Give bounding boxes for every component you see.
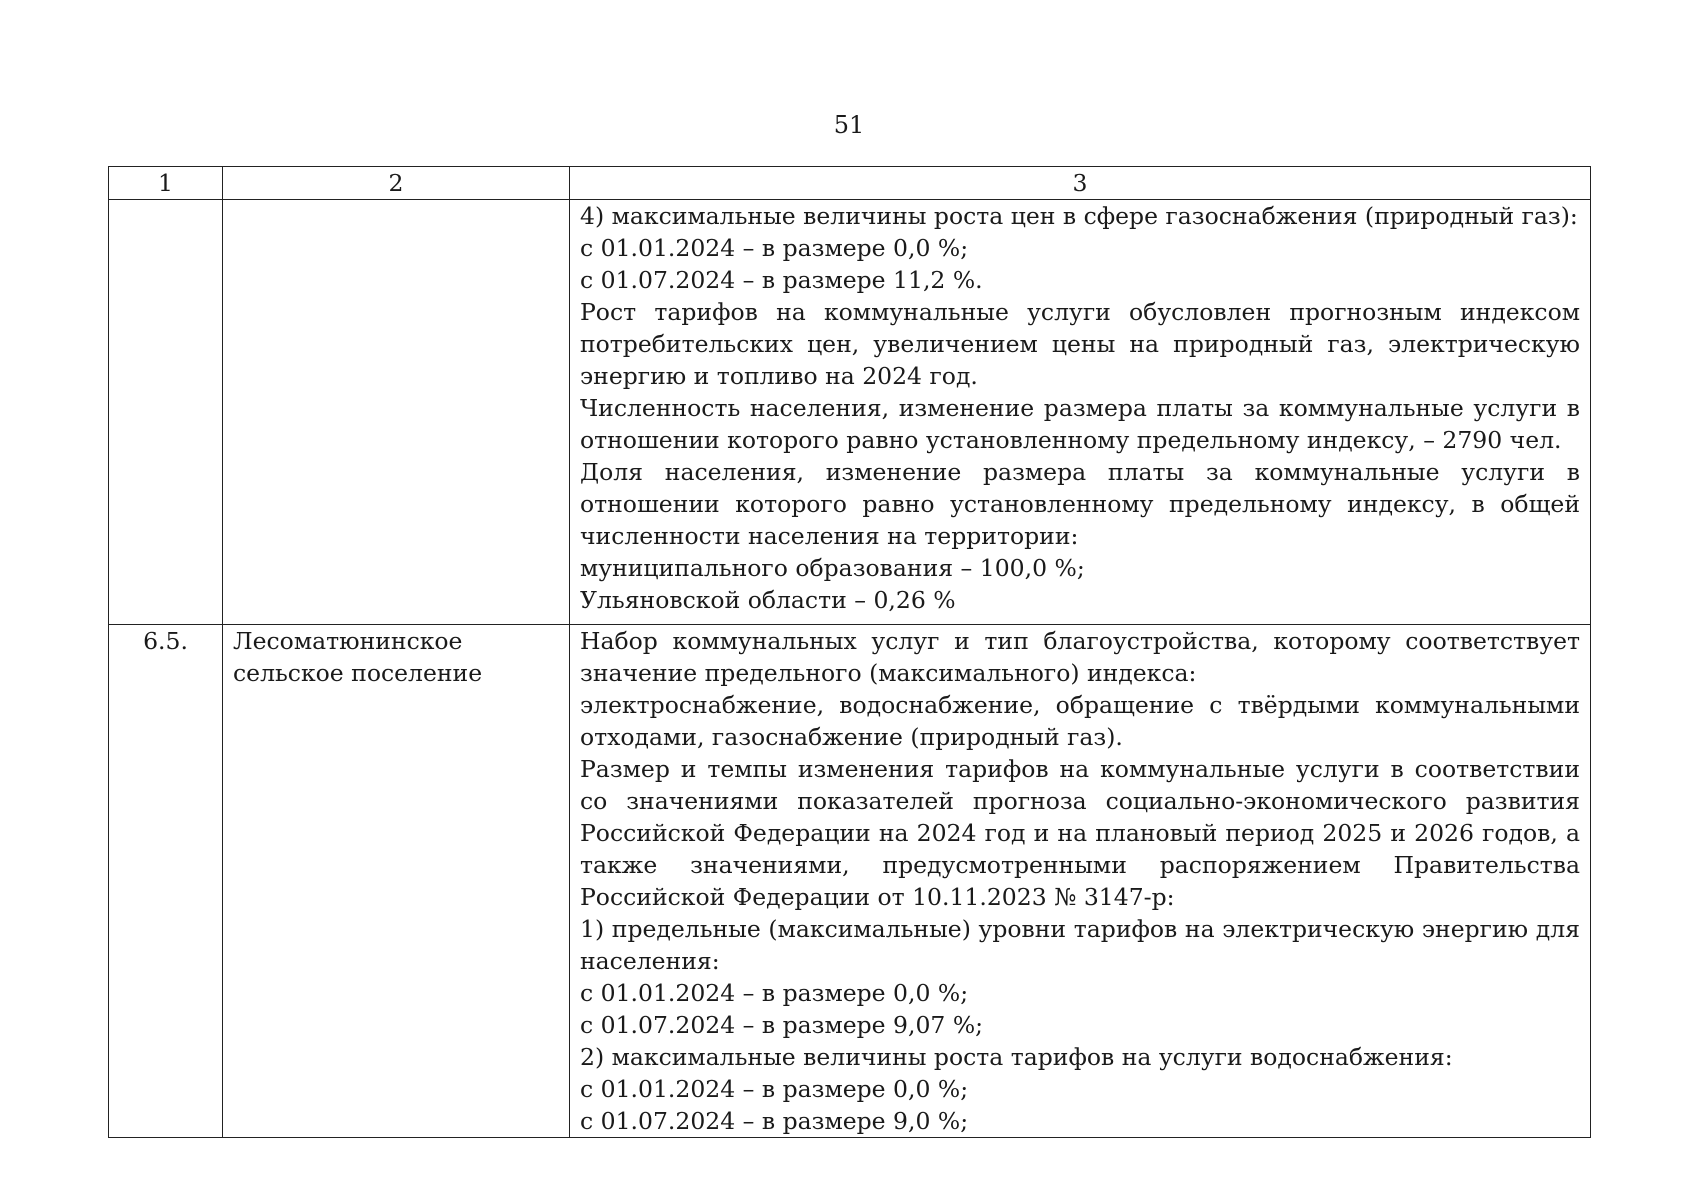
settlement-name-cell: Лесоматюнинское сельское поселение — [223, 625, 570, 1138]
table-row — [109, 625, 1591, 1138]
table-header-row — [109, 167, 1591, 200]
content-line: с 01.01.2024 – в размере 0,0 %; — [580, 979, 969, 1007]
column-header-3: 3 — [570, 167, 1591, 200]
row-number-cell — [109, 200, 223, 625]
content-paragraph: 1) предельные (максимальные) уровни тарифов на электрическую энергию для населения: — [580, 915, 1580, 975]
row-content-cell — [570, 200, 1591, 625]
row-number-cell: 6.5. — [109, 625, 223, 1138]
settlement-name-cell — [223, 200, 570, 625]
page-number: 51 — [833, 111, 865, 139]
content-paragraph: Размер и темпы изменения тарифов на коммунальные услуги в соответствии со значениями показателей прогноза социально-экономического развития Российской Федерации на 2024 год и на плановый период 2025 и 2026 годов, а также значениями, предусмотренными распоряжением Правительства Российской Федерации от 10.11.2023 № 3147-р: — [580, 755, 1580, 911]
column-header-2: 2 — [223, 167, 570, 200]
content-line: 4) максимальные величины роста цен в сфере газоснабжения (природный газ): — [580, 202, 1578, 230]
document-table — [108, 166, 1591, 1138]
content-line: с 01.01.2024 – в размере 0,0 %; — [580, 234, 969, 262]
content-line: с 01.07.2024 – в размере 9,07 %; — [580, 1011, 984, 1039]
content-line: Ульяновской области – 0,26 % — [580, 586, 956, 614]
content-paragraph: Численность населения, изменение размера платы за коммунальные услуги в отношении которого равно установленному предельному индексу, – 2790 чел. — [580, 394, 1580, 454]
content-line: с 01.07.2024 – в размере 9,0 %; — [580, 1107, 969, 1135]
table-row — [109, 200, 1591, 625]
content-paragraph: Рост тарифов на коммунальные услуги обусловлен прогнозным индексом потребительских цен, увеличением цены на природный газ, электрическую энергию и топливо на 2024 год. — [580, 298, 1580, 390]
content-paragraph: Набор коммунальных услуг и тип благоустройства, которому соответствует значение предельного (максимального) индекса: — [580, 627, 1580, 687]
content-line: с 01.07.2024 – в размере 11,2 %. — [580, 266, 983, 294]
content-line: с 01.01.2024 – в размере 0,0 %; — [580, 1075, 969, 1103]
content-line: 2) максимальные величины роста тарифов на услуги водоснабжения: — [580, 1043, 1453, 1071]
column-header-1: 1 — [109, 167, 223, 200]
content-paragraph: Доля населения, изменение размера платы за коммунальные услуги в отношении которого равно установленному предельному индексу, в общей численности населения на территории: — [580, 458, 1580, 550]
content-paragraph: электроснабжение, водоснабжение, обращение с твёрдыми коммунальными отходами, газоснабжение (природный газ). — [580, 691, 1580, 751]
row-content-cell — [570, 625, 1591, 1138]
content-line: муниципального образования – 100,0 %; — [580, 554, 1085, 582]
